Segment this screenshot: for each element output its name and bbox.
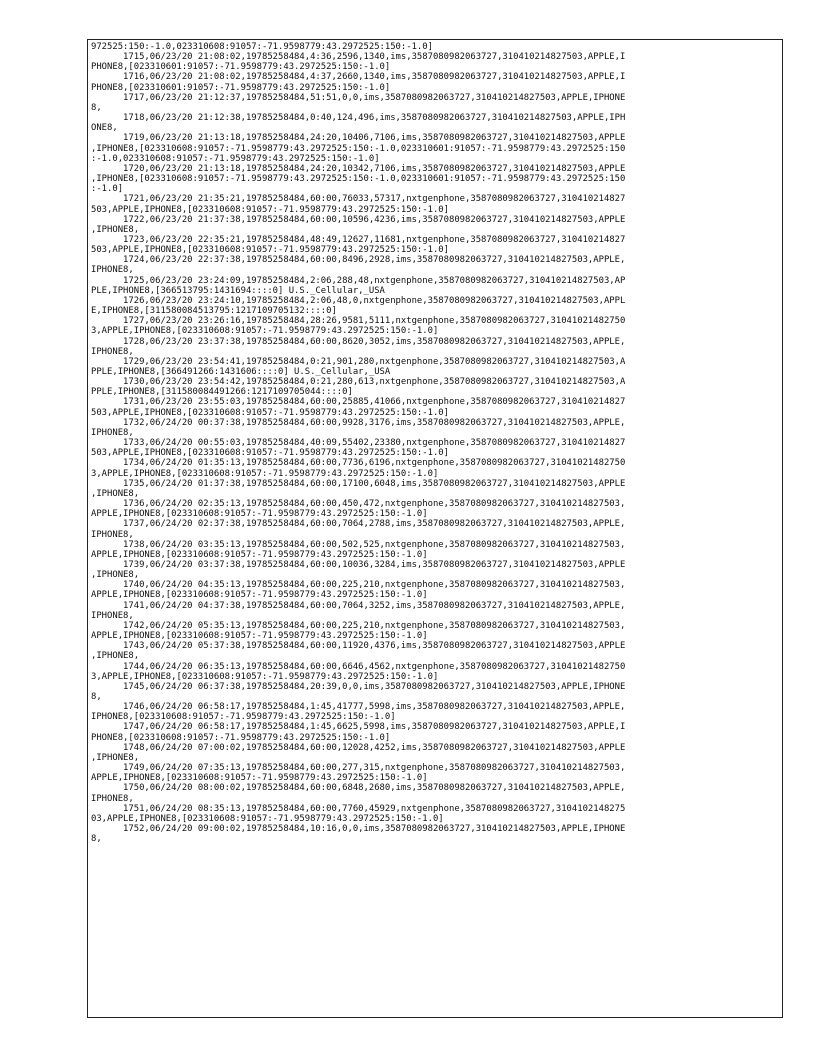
log-line: 1719,06/23/20 21:13:18,19785258484,24:20,10406,7106,ims,3587080982063727,310410214827503,APPLE [91, 133, 626, 144]
log-line: 1748,06/24/20 07:00:02,19785258484,60:00,12028,4252,ims,3587080982063727,310410214827503,APPLE [91, 742, 626, 753]
log-line: ,IPHONE8, [91, 651, 140, 662]
log-line: 3,APPLE,IPHONE8,[023310608:91057:-71.9598779:43.2972525:150:-1.0] [91, 468, 439, 479]
log-text [91, 42, 779, 844]
log-line: 1727,06/23/20 23:26:16,19785258484,28:26,9581,5111,nxtgenphone,3587080982063727,31041021482750 [91, 316, 626, 327]
log-line: 3,APPLE,IPHONE8,[023310608:91057:-71.9598779:43.2972525:150:-1.0] [91, 671, 439, 682]
log-line: PHONE8,[023310601:91057:-71.9598779:43.2972525:150:-1.0] [91, 62, 391, 73]
log-line: APPLE,IPHONE8,[023310608:91057:-71.9598779:43.2972525:150:-1.0] [91, 773, 428, 784]
log-line: PPLE,IPHONE8,[366491266:1431606::::0] U.S._Cellular,_USA [91, 367, 391, 377]
log-line: 8, [91, 102, 102, 113]
log-line: 503,APPLE,IPHONE8,[023310608:91057:-71.9598779:43.2972525:150:-1.0] [91, 407, 449, 418]
log-line: ,IPHONE8, [91, 752, 140, 763]
log-line: APPLE,IPHONE8,[023310608:91057:-71.9598779:43.2972525:150:-1.0] [91, 631, 428, 642]
log-line: APPLE,IPHONE8,[023310608:91057:-71.9598779:43.2972525:150:-1.0] [91, 509, 428, 520]
log-line: 1729,06/23/20 23:54:41,19785258484,0:21,901,280,nxtgenphone,3587080982063727,310410214827503,A [91, 356, 626, 367]
log-line: 1725,06/23/20 23:24:09,19785258484,2:06,288,48,nxtgenphone,3587080982063727,310410214827503,AP [91, 275, 626, 286]
log-line: ,IPHONE8,[023310608:91057:-71.9598779:43.2972525:150:-1.0,023310601:91057:-71.9598779:43.2972525:150 [91, 174, 626, 185]
log-line: ,IPHONE8, [91, 488, 140, 499]
log-line: 1740,06/24/20 04:35:13,19785258484,60:00,225,210,nxtgenphone,3587080982063727,310410214827503, [91, 580, 626, 591]
log-line: PLE,IPHONE8,[366513795:1431694::::0] U.S._Cellular,_USA [91, 285, 385, 296]
log-line: 503,APPLE,IPHONE8,[023310608:91057:-71.9598779:43.2972525:150:-1.0] [91, 204, 449, 215]
log-line: APPLE,IPHONE8,[023310608:91057:-71.9598779:43.2972525:150:-1.0] [91, 549, 428, 560]
log-line: PPLE,IPHONE8,[311580084491266:1217109705044::::0] [91, 387, 353, 398]
log-line: 1751,06/24/20 08:35:13,19785258484,60:00,7760,45929,nxtgenphone,3587080982063727,3104102148275 [91, 803, 626, 814]
log-line: :-1.0] [91, 184, 124, 195]
log-line: IPHONE8, [91, 529, 134, 540]
log-line: ,IPHONE8, [91, 224, 140, 235]
log-frame [87, 39, 783, 1018]
log-line: 1747,06/24/20 06:58:17,19785258484,1:45,6625,5998,ims,3587080982063727,310410214827503,APPLE,I [91, 722, 626, 733]
log-line: 1733,06/24/20 00:55:03,19785258484,40:09,55402,23380,nxtgenphone,3587080982063727,310410214827 [91, 438, 626, 449]
log-line: 1721,06/23/20 21:35:21,19785258484,60:00,76033,57317,nxtgenphone,3587080982063727,310410214827 [91, 194, 626, 205]
log-line: 1718,06/23/20 21:12:38,19785258484,0:40,124,496,ims,3587080982063727,310410214827503,APPLE,IPH [91, 113, 626, 124]
log-line: 1750,06/24/20 08:00:02,19785258484,60:00,6848,2680,ims,3587080982063727,310410214827503,APPLE, [91, 783, 626, 794]
log-line: E,IPHONE8,[311580084513795:1217109705132::::0] [91, 306, 337, 317]
log-line: 1723,06/23/20 22:35:21,19785258484,48:49,12627,11681,nxtgenphone,3587080982063727,310410214827 [91, 234, 626, 245]
log-line: 1722,06/23/20 21:37:38,19785258484,60:00,10596,4236,ims,3587080982063727,310410214827503,APPLE [91, 214, 626, 225]
log-line: 1744,06/24/20 06:35:13,19785258484,60:00,6646,4562,nxtgenphone,3587080982063727,31041021482750 [91, 661, 626, 672]
log-line: 1720,06/23/20 21:13:18,19785258484,24:20,10342,7106,ims,3587080982063727,310410214827503,APPLE [91, 163, 626, 174]
log-line: ,IPHONE8, [91, 570, 140, 581]
log-line: 1728,06/23/20 23:37:38,19785258484,60:00,8620,3052,ims,3587080982063727,310410214827503,APPLE, [91, 336, 626, 347]
log-line: IPHONE8, [91, 427, 134, 438]
log-line: 1726,06/23/20 23:24:10,19785258484,2:06,48,0,nxtgenphone,3587080982063727,310410214827503,APPL [91, 295, 626, 306]
log-line: IPHONE8, [91, 265, 134, 276]
log-line: 1745,06/24/20 06:37:38,19785258484,20:39,0,0,ims,3587080982063727,310410214827503,APPLE,IPHONE [91, 681, 626, 692]
log-line: 03,APPLE,IPHONE8,[023310608:91057:-71.9598779:43.2972525:150:-1.0] [91, 813, 444, 824]
log-line: 1717,06/23/20 21:12:37,19785258484,51:51,0,0,ims,3587080982063727,310410214827503,APPLE,IPHONE [91, 92, 626, 103]
log-line: IPHONE8, [91, 610, 134, 621]
log-line: 1742,06/24/20 05:35:13,19785258484,60:00,225,210,nxtgenphone,3587080982063727,310410214827503, [91, 620, 626, 631]
log-line: 1746,06/24/20 06:58:17,19785258484,1:45,41777,5998,ims,3587080982063727,310410214827503,APPLE, [91, 702, 626, 713]
log-line: 1716,06/23/20 21:08:02,19785258484,4:37,2660,1340,ims,3587080982063727,310410214827503,APPLE,I [91, 72, 626, 83]
log-line: 1731,06/23/20 23:55:03,19785258484,60:00,25885,41066,nxtgenphone,3587080982063727,310410214827 [91, 397, 626, 408]
log-line: IPHONE8, [91, 793, 134, 804]
log-line: 1741,06/24/20 04:37:38,19785258484,60:00,7064,3252,ims,3587080982063727,310410214827503,APPLE, [91, 600, 626, 611]
log-line: 1734,06/24/20 01:35:13,19785258484,60:00,7736,6196,nxtgenphone,3587080982063727,31041021482750 [91, 458, 626, 469]
log-line: APPLE,IPHONE8,[023310608:91057:-71.9598779:43.2972525:150:-1.0] [91, 590, 428, 601]
log-line: 1736,06/24/20 02:35:13,19785258484,60:00,450,472,nxtgenphone,3587080982063727,310410214827503, [91, 499, 626, 510]
log-line: 1752,06/24/20 09:00:02,19785258484,10:16,0,0,ims,3587080982063727,310410214827503,APPLE,IPHONE [91, 824, 626, 835]
log-line: ,IPHONE8,[023310608:91057:-71.9598779:43.2972525:150:-1.0,023310601:91057:-71.9598779:43.2972525:150 [91, 143, 626, 154]
log-line: 503,APPLE,IPHONE8,[023310608:91057:-71.9598779:43.2972525:150:-1.0] [91, 448, 449, 459]
log-line: 1732,06/24/20 00:37:38,19785258484,60:00,9928,3176,ims,3587080982063727,310410214827503,APPLE, [91, 417, 626, 428]
log-line: 972525:150:-1.0,023310608:91057:-71.9598779:43.2972525:150:-1.0] [91, 42, 433, 52]
log-line: PHONE8,[023310601:91057:-71.9598779:43.2972525:150:-1.0] [91, 82, 391, 93]
log-line: :-1.0,023310608:91057:-71.9598779:43.2972525:150:-1.0] [91, 153, 380, 164]
log-line: 1739,06/24/20 03:37:38,19785258484,60:00,10036,3284,ims,3587080982063727,310410214827503,APPLE [91, 559, 626, 570]
log-line: 503,APPLE,IPHONE8,[023310608:91057:-71.9598779:43.2972525:150:-1.0] [91, 245, 449, 256]
log-line: 1715,06/23/20 21:08:02,19785258484,4:36,2596,1340,ims,3587080982063727,310410214827503,APPLE,I [91, 52, 626, 63]
log-line: 1749,06/24/20 07:35:13,19785258484,60:00,277,315,nxtgenphone,3587080982063727,310410214827503, [91, 763, 626, 774]
log-line: 1724,06/23/20 22:37:38,19785258484,60:00,8496,2928,ims,3587080982063727,310410214827503,APPLE, [91, 255, 626, 266]
log-line: 1738,06/24/20 03:35:13,19785258484,60:00,502,525,nxtgenphone,3587080982063727,310410214827503, [91, 539, 626, 550]
log-line: IPHONE8, [91, 346, 134, 357]
log-line: 8, [91, 834, 102, 845]
log-line: 1730,06/23/20 23:54:42,19785258484,0:21,280,613,nxtgenphone,3587080982063727,310410214827503,A [91, 377, 626, 388]
log-line: 3,APPLE,IPHONE8,[023310608:91057:-71.9598779:43.2972525:150:-1.0] [91, 326, 439, 337]
log-line: PHONE8,[023310608:91057:-71.9598779:43.2972525:150:-1.0] [91, 732, 391, 743]
log-line: 1737,06/24/20 02:37:38,19785258484,60:00,7064,2788,ims,3587080982063727,310410214827503,APPLE, [91, 519, 626, 530]
log-line: ONE8, [91, 123, 118, 134]
log-line: 1735,06/24/20 01:37:38,19785258484,60:00,17100,6048,ims,3587080982063727,310410214827503,APPLE [91, 478, 626, 489]
log-line: IPHONE8,[023310608:91057:-71.9598779:43.2972525:150:-1.0] [91, 712, 396, 723]
log-line: 1743,06/24/20 05:37:38,19785258484,60:00,11920,4376,ims,3587080982063727,310410214827503,APPLE [91, 641, 626, 652]
log-line: 8, [91, 692, 102, 702]
